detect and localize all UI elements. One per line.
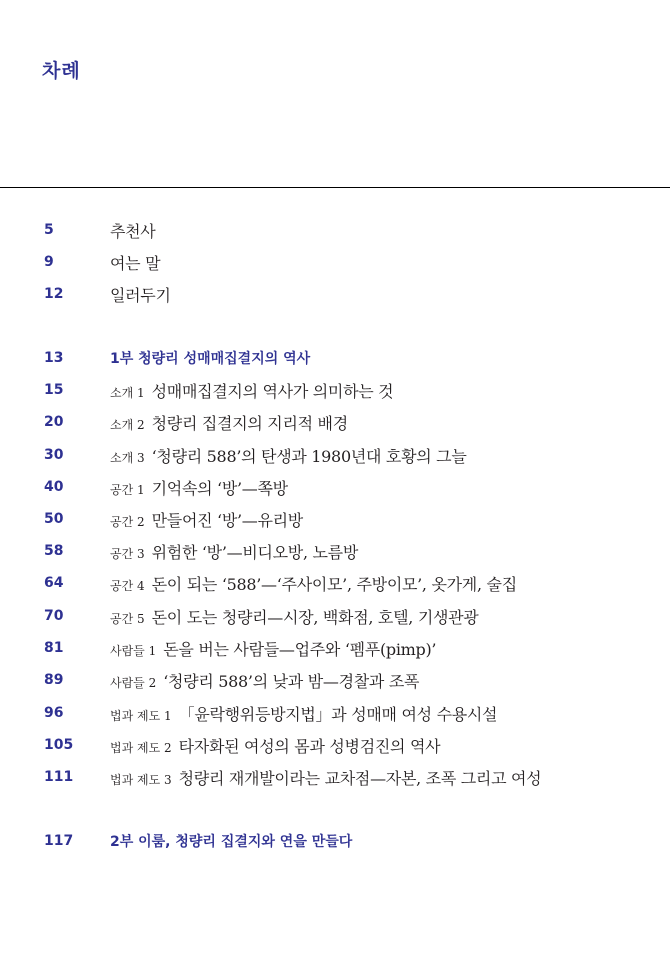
toc-item-title: 일러두기	[110, 285, 171, 305]
toc-item-section: 공간 3	[110, 546, 145, 561]
toc-item-section: 법과 제도 3	[110, 772, 172, 787]
toc-item-title: 청량리 재개발이라는 교차점—자본, 조폭 그리고 여성	[178, 768, 542, 788]
toc-item-title: 청량리 집결지의 지리적 배경	[151, 413, 348, 433]
toc-item[interactable]	[0, 278, 670, 310]
toc-page-number: 96	[44, 705, 64, 721]
toc-part-heading[interactable]	[0, 342, 670, 374]
toc-item[interactable]	[0, 374, 670, 406]
toc-item-section: 사람들 1	[110, 643, 157, 658]
toc-page-number: 81	[44, 640, 64, 656]
toc-item-section: 사람들 2	[110, 675, 157, 690]
toc-item-section: 소개 2	[110, 417, 145, 432]
toc-item[interactable]	[0, 503, 670, 535]
toc-page-number: 9	[44, 254, 54, 270]
toc-item-section: 법과 제도 2	[110, 740, 172, 755]
toc-item-title: 돈이 도는 청량리—시장, 백화점, 호텔, 기생관광	[151, 607, 479, 627]
toc-item[interactable]	[0, 439, 670, 471]
toc-page-number: 58	[44, 543, 64, 559]
toc-item-section: 소개 3	[110, 450, 145, 465]
toc-item-section: 공간 4	[110, 578, 145, 593]
toc-item[interactable]	[0, 632, 670, 664]
toc-part-heading[interactable]	[0, 825, 670, 857]
toc-item-section: 공간 1	[110, 482, 145, 497]
toc-item[interactable]	[0, 697, 670, 729]
toc-page-number: 20	[44, 414, 64, 430]
toc-item-title: 타자화된 여성의 몸과 성병검진의 역사	[178, 736, 441, 756]
toc-page-number: 111	[44, 769, 74, 785]
toc-page-number: 70	[44, 608, 64, 624]
toc-item-title: 기억속의 ‘방’—쪽방	[151, 478, 288, 498]
toc-item-title: 「윤락행위등방지법」과 성매매 여성 수용시설	[178, 704, 498, 724]
toc-page-number: 89	[44, 672, 64, 688]
toc-page-number: 15	[44, 382, 64, 398]
toc-page-number: 30	[44, 447, 64, 463]
toc-part-title: 1부 청량리 성매매집결지의 역사	[110, 351, 311, 367]
toc-page-number: 64	[44, 575, 64, 591]
toc-item[interactable]	[0, 246, 670, 278]
toc-item-title: 만들어진 ‘방’—유리방	[151, 510, 303, 530]
toc-page-number: 117	[44, 833, 74, 849]
toc-item-section: 공간 5	[110, 611, 145, 626]
toc-item-section: 법과 제도 1	[110, 708, 172, 723]
toc-page-number: 13	[44, 350, 64, 366]
toc-page-number: 5	[44, 222, 54, 238]
toc-page-number: 105	[44, 737, 74, 753]
toc-item-title: 성매매집결지의 역사가 의미하는 것	[151, 381, 394, 401]
header-divider	[0, 187, 670, 188]
toc-item-section: 소개 1	[110, 385, 145, 400]
toc-page-number: 12	[44, 286, 64, 302]
toc-item[interactable]	[0, 567, 670, 599]
toc-item[interactable]	[0, 664, 670, 696]
toc-item[interactable]	[0, 214, 670, 246]
toc-item-title: 추천사	[110, 221, 156, 241]
toc-item[interactable]	[0, 729, 670, 761]
toc-item-title: ‘청량리 588’의 낮과 밤—경찰과 조폭	[163, 671, 420, 691]
toc-item-section: 공간 2	[110, 514, 145, 529]
toc-part-title: 2부 이룸, 청량리 집결지와 연을 만들다	[110, 834, 353, 850]
toc-item-title: ‘청량리 588’의 탄생과 1980년대 호황의 그늘	[151, 446, 467, 466]
toc-item-title: 여는 말	[110, 253, 161, 273]
toc-page-number: 40	[44, 479, 64, 495]
page-title: 차례	[42, 60, 81, 82]
toc-item[interactable]	[0, 600, 670, 632]
toc-item[interactable]	[0, 535, 670, 567]
toc-item[interactable]	[0, 471, 670, 503]
toc-item[interactable]	[0, 761, 670, 793]
toc-item-title: 돈이 되는 ‘588’—‘주사이모’, 주방이모’, 옷가게, 술집	[151, 574, 517, 594]
toc-item[interactable]	[0, 406, 670, 438]
toc-item-title: 위험한 ‘방’—비디오방, 노름방	[151, 542, 358, 562]
toc-page-number: 50	[44, 511, 64, 527]
toc-item-title: 돈을 버는 사람들—업주와 ‘펨푸(pimp)’	[163, 639, 437, 659]
